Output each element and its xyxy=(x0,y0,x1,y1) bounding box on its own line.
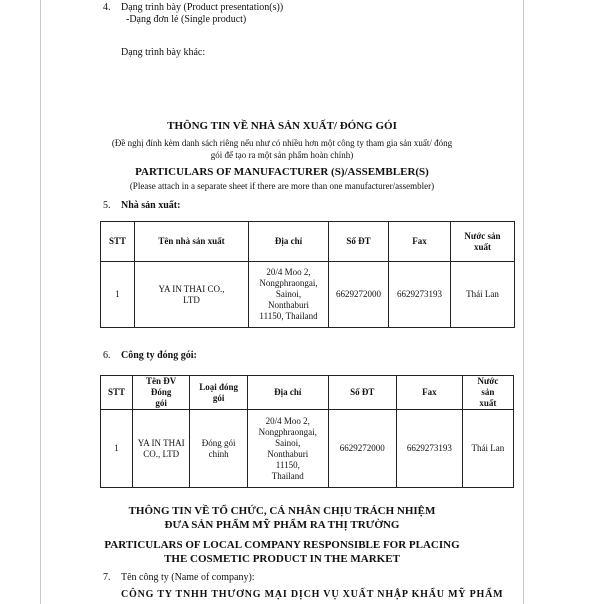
section-4-option: -Dạng đơn lẻ (Single product) xyxy=(126,14,247,25)
row-address: 20/4 Moo 2, Nongphraongai, Sainoi, Nonthaburi 11150, Thailand xyxy=(249,262,329,328)
header-country: Nước sản xuất xyxy=(451,222,515,262)
row-country: Thái Lan xyxy=(462,410,513,488)
manufacturer-note-en: (Please attach in a separate sheet if there are more than one manufacturer/assembler) xyxy=(129,181,435,191)
header-manufacturer-name: Tên nhà sản xuất xyxy=(135,222,249,262)
responsible-title-en-line1: PARTICULARS OF LOCAL COMPANY RESPONSIBLE FOR PLACING xyxy=(104,539,460,551)
header-address: Địa chỉ xyxy=(249,222,329,262)
section-5-number: 5. xyxy=(103,200,111,211)
header-stt: STT xyxy=(101,376,133,410)
section-4-number: 4. xyxy=(103,2,111,13)
packager-table xyxy=(100,375,514,488)
section-5-label: Nhà sản xuất: xyxy=(121,200,181,211)
manufacturer-note-vi-line1: (Đề nghị đính kèm danh sách riêng nếu như có nhiều hơn một công ty tham gia sản xuất/ đóng xyxy=(111,138,453,148)
header-packaging-type: Loại đóng gói xyxy=(190,376,247,410)
row-packaging-type: Đóng gói chính xyxy=(190,410,247,488)
row-manufacturer-name: YA IN THAI CO., LTD xyxy=(135,262,249,328)
manufacturer-note-vi-line2: gói để tạo ra một sản phẩm hoàn chỉnh) xyxy=(210,150,354,160)
row-stt: 1 xyxy=(101,410,133,488)
header-fax: Fax xyxy=(396,376,462,410)
table-row xyxy=(101,410,514,488)
company-name: CÔNG TY TNHH THƯƠNG MẠI DỊCH VỤ XUẤT NHẬP KHẨU MỸ PHẨM xyxy=(121,589,504,600)
header-packager-name: Tên ĐV Đóng gói xyxy=(132,376,189,410)
row-country: Thái Lan xyxy=(451,262,515,328)
row-packager-name: YA IN THAI CO., LTD xyxy=(132,410,189,488)
manufacturer-table-header xyxy=(101,222,515,262)
manufacturer-title-en: PARTICULARS OF MANUFACTURER (S)/ASSEMBLER(S) xyxy=(135,166,429,178)
section-6-number: 6. xyxy=(103,350,111,361)
row-address: 20/4 Moo 2, Nongphraongai, Sainoi, Nonthaburi 11150, Thailand xyxy=(247,410,328,488)
section-4-label: Dạng trình bày (Product presentation(s)) xyxy=(121,2,284,13)
responsible-title-vi-line2: ĐƯA SẢN PHẨM MỸ PHẨM RA THỊ TRƯỜNG xyxy=(164,519,400,531)
header-phone: Số ĐT xyxy=(328,376,396,410)
row-fax: 6629273193 xyxy=(396,410,462,488)
header-fax: Fax xyxy=(389,222,451,262)
row-stt: 1 xyxy=(101,262,135,328)
manufacturer-title-vi: THÔNG TIN VỀ NHÀ SẢN XUẤT/ ĐÓNG GÓI xyxy=(167,120,397,132)
header-country: Nước sản xuất xyxy=(462,376,513,410)
manufacturer-table xyxy=(100,221,515,328)
row-phone: 6629272000 xyxy=(329,262,389,328)
header-phone: Số ĐT xyxy=(329,222,389,262)
table-row xyxy=(101,262,515,328)
responsible-title-vi-line1: THÔNG TIN VỀ TỔ CHỨC, CÁ NHÂN CHỊU TRÁCH NHIỆM xyxy=(128,505,436,517)
section-6-label: Công ty đóng gói: xyxy=(121,350,197,361)
header-stt: STT xyxy=(101,222,135,262)
packager-table-header xyxy=(101,376,514,410)
section-4-other: Dạng trình bày khác: xyxy=(121,47,206,58)
section-7-number: 7. xyxy=(103,572,111,583)
responsible-title-en-line2: THE COSMETIC PRODUCT IN THE MARKET xyxy=(164,553,400,565)
header-address: Địa chỉ xyxy=(247,376,328,410)
section-7-label: Tên công ty (Name of company): xyxy=(121,572,255,583)
row-phone: 6629272000 xyxy=(328,410,396,488)
row-fax: 6629273193 xyxy=(389,262,451,328)
